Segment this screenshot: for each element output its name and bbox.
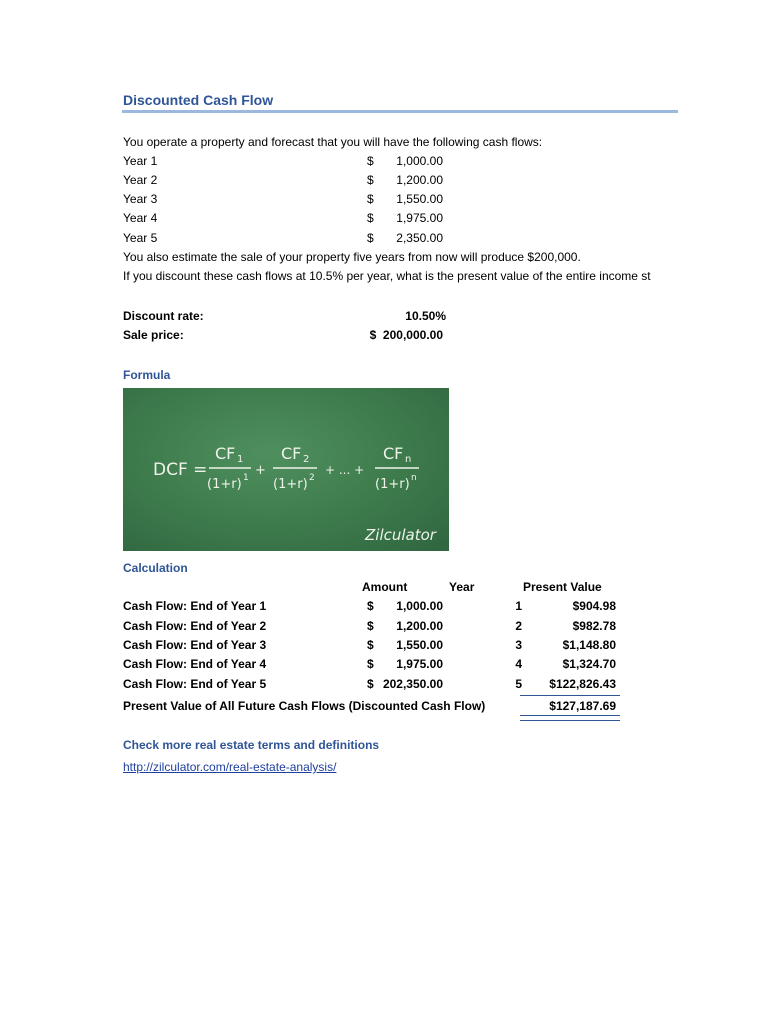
currency-symbol: $ [367, 211, 374, 225]
table-row-amount: 1,975.00 [396, 657, 443, 671]
more-terms-heading: Check more real estate terms and definitions [123, 738, 380, 752]
cash-flow-amount: 1,975.00 [396, 211, 443, 225]
formula-cfn-sub: n [405, 454, 412, 465]
table-row-year: 5 [515, 677, 522, 691]
total-double-underline [520, 715, 620, 721]
brand-watermark: Zilculator [365, 526, 436, 544]
table-row-label: Cash Flow: End of Year 3 [123, 638, 267, 652]
table-row-present-value: $904.98 [572, 599, 616, 613]
calculation-heading: Calculation [123, 561, 188, 575]
cash-flow-amount: 1,000.00 [396, 154, 443, 168]
formula-cf2-sub: 2 [303, 454, 310, 465]
table-row-present-value: $1,148.80 [562, 638, 616, 652]
question-text: If you discount these cash flows at 10.5% per year, what is the present value of the entire income st [123, 269, 651, 283]
sale-price-value: $ 200,000.00 [369, 328, 443, 342]
cash-flow-label: Year 2 [123, 173, 158, 187]
total-label: Present Value of All Future Cash Flows (Discounted Cash Flow) [123, 699, 486, 713]
table-row-label: Cash Flow: End of Year 1 [123, 599, 267, 613]
currency-symbol: $ [367, 619, 374, 633]
formula-drawing [123, 388, 449, 551]
page-title: Discounted Cash Flow [123, 92, 274, 108]
currency-symbol: $ [367, 192, 374, 206]
cash-flow-amount: 1,550.00 [396, 192, 443, 206]
table-row-present-value: $122,826.43 [549, 677, 616, 691]
discount-rate-label: Discount rate: [123, 309, 204, 323]
cash-flow-label: Year 3 [123, 192, 158, 206]
currency-symbol: $ [367, 657, 374, 671]
table-row-year: 1 [515, 599, 522, 613]
cash-flow-amount: 2,350.00 [396, 231, 443, 245]
formula-denn-sup: n [411, 473, 417, 483]
table-row-amount: 1,550.00 [396, 638, 443, 652]
table-row-label: Cash Flow: End of Year 4 [123, 657, 267, 671]
table-row-label: Cash Flow: End of Year 2 [123, 619, 267, 633]
sale-note: You also estimate the sale of your property five years from now will produce $200,000. [123, 250, 581, 264]
sale-price-label: Sale price: [123, 328, 184, 342]
total-value: $127,187.69 [549, 699, 616, 713]
cash-flow-label: Year 5 [123, 231, 158, 245]
table-row-amount: 1,000.00 [396, 599, 443, 613]
intro-text: You operate a property and forecast that you will have the following cash flows: [123, 135, 543, 149]
real-estate-analysis-link[interactable]: http://zilculator.com/real-estate-analysis/ [123, 760, 337, 774]
table-row-amount: 1,200.00 [396, 619, 443, 633]
table-row-present-value: $982.78 [572, 619, 616, 633]
table-row-present-value: $1,324.70 [562, 657, 616, 671]
table-row-year: 4 [515, 657, 522, 671]
formula-den2-sup: 2 [309, 473, 315, 483]
table-row-year: 3 [515, 638, 522, 652]
formula-cfn: CF [383, 444, 404, 463]
formula-heading: Formula [123, 368, 171, 382]
column-header-present-value: Present Value [523, 580, 602, 594]
currency-symbol: $ [367, 599, 374, 613]
formula-chalkboard-image [123, 388, 449, 551]
currency-symbol: $ [367, 638, 374, 652]
cash-flow-label: Year 4 [123, 211, 158, 225]
formula-cf1-sub: 1 [237, 454, 244, 465]
formula-cf1: CF [215, 444, 236, 463]
sum-underline [520, 695, 620, 696]
formula-den2: (1+r) [273, 477, 308, 492]
cash-flow-amount: 1,200.00 [396, 173, 443, 187]
formula-den1: (1+r) [207, 477, 242, 492]
column-header-year: Year [449, 580, 475, 594]
formula-ellipsis: + ... + [325, 463, 365, 477]
formula-dcf: DCF = [153, 460, 208, 480]
formula-cf2: CF [281, 444, 302, 463]
formula-den1-sup: 1 [243, 473, 249, 483]
table-row-year: 2 [515, 619, 522, 633]
currency-symbol: $ [367, 154, 374, 168]
table-row-amount: 202,350.00 [382, 677, 443, 691]
currency-symbol: $ [367, 173, 374, 187]
discount-rate-value: 10.50% [405, 309, 446, 323]
cash-flow-label: Year 1 [123, 154, 158, 168]
currency-symbol: $ [367, 231, 374, 245]
formula-plus: + [255, 463, 266, 478]
column-header-amount: Amount [362, 580, 408, 594]
currency-symbol: $ [367, 677, 374, 691]
formula-denn: (1+r) [375, 477, 410, 492]
table-row-label: Cash Flow: End of Year 5 [123, 677, 267, 691]
title-underline [122, 110, 678, 113]
